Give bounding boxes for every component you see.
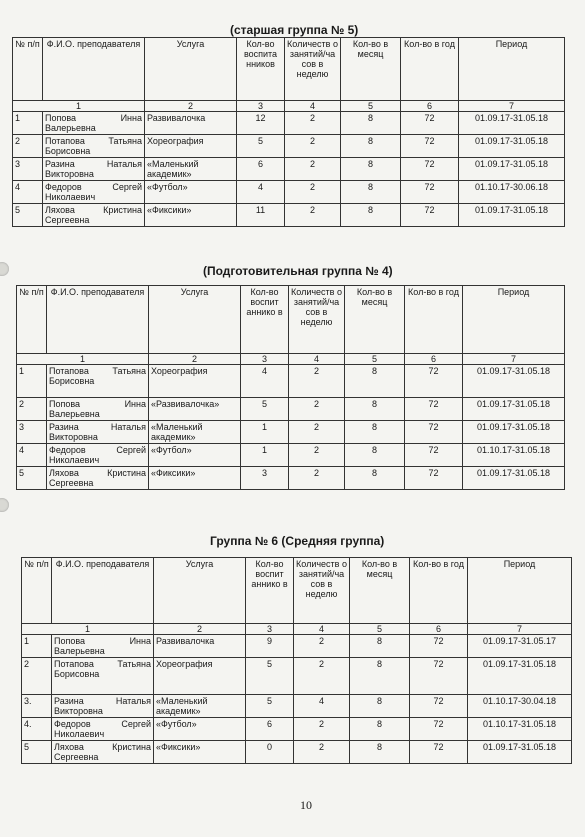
table-row bbox=[13, 204, 565, 227]
children-count-cell: 12 bbox=[237, 112, 285, 135]
service-cell: «Футбол» bbox=[145, 181, 237, 204]
weekly-count-cell: 4 bbox=[294, 695, 350, 718]
column-header: Кол-во воспит аннико в bbox=[246, 558, 294, 624]
weekly-count-cell: 2 bbox=[294, 741, 350, 764]
table-row bbox=[22, 695, 572, 718]
punch-hole-mark bbox=[0, 262, 9, 276]
period-cell: 01.10.17-31.05.18 bbox=[468, 718, 572, 741]
service-cell: «Фиксики» bbox=[154, 741, 246, 764]
weekly-count-cell: 2 bbox=[294, 635, 350, 658]
period-cell: 01.09.17-31.05.18 bbox=[463, 365, 565, 398]
yearly-count-cell: 72 bbox=[405, 421, 463, 444]
monthly-count-cell: 8 bbox=[350, 718, 410, 741]
column-header: Услуга bbox=[154, 558, 246, 624]
table-header-row bbox=[13, 38, 565, 101]
column-number: 6 bbox=[405, 354, 463, 365]
table-row bbox=[13, 112, 565, 135]
column-number: 5 bbox=[345, 354, 405, 365]
table-group-6 bbox=[21, 557, 572, 764]
column-header: Кол-во в год bbox=[405, 286, 463, 354]
children-count-cell: 5 bbox=[246, 658, 294, 695]
weekly-count-cell: 2 bbox=[289, 444, 345, 467]
weekly-count-cell: 2 bbox=[285, 112, 341, 135]
yearly-count-cell: 72 bbox=[401, 135, 459, 158]
period-cell: 01.09.17-31.05.18 bbox=[468, 658, 572, 695]
yearly-count-cell: 72 bbox=[401, 204, 459, 227]
table-group-4 bbox=[16, 285, 565, 490]
weekly-count-cell: 2 bbox=[289, 421, 345, 444]
section-title-group-4: (Подготовительная группа № 4) bbox=[203, 264, 393, 278]
table-row bbox=[22, 741, 572, 764]
table-row bbox=[13, 135, 565, 158]
column-number: 2 bbox=[145, 101, 237, 112]
column-header: Количеств о занятий/ча сов в неделю bbox=[294, 558, 350, 624]
column-header: Кол-во в месяц bbox=[345, 286, 405, 354]
teacher-name-cell: Разина Наталья Викторовна bbox=[47, 421, 149, 444]
column-header: Период bbox=[468, 558, 572, 624]
column-header: № п/п bbox=[22, 558, 52, 624]
monthly-count-cell: 8 bbox=[350, 695, 410, 718]
yearly-count-cell: 72 bbox=[410, 718, 468, 741]
children-count-cell: 5 bbox=[246, 695, 294, 718]
monthly-count-cell: 8 bbox=[341, 158, 401, 181]
column-number: 3 bbox=[246, 624, 294, 635]
weekly-count-cell: 2 bbox=[289, 365, 345, 398]
teacher-name-cell: Потапова Татьяна Борисовна bbox=[43, 135, 145, 158]
teacher-name-cell: Ляхова Кристина Сергеевна bbox=[52, 741, 154, 764]
column-number: 5 bbox=[350, 624, 410, 635]
column-number: 1 bbox=[13, 101, 145, 112]
row-number-cell: 4 bbox=[13, 181, 43, 204]
monthly-count-cell: 8 bbox=[345, 365, 405, 398]
service-cell: «Маленький академик» bbox=[145, 158, 237, 181]
monthly-count-cell: 8 bbox=[341, 204, 401, 227]
monthly-count-cell: 8 bbox=[345, 467, 405, 490]
column-header: Количеств о занятий/ча сов в неделю bbox=[285, 38, 341, 101]
table-row bbox=[13, 181, 565, 204]
column-header: Количеств о занятий/ча сов в неделю bbox=[289, 286, 345, 354]
service-cell: «Фиксики» bbox=[145, 204, 237, 227]
column-number: 7 bbox=[463, 354, 565, 365]
children-count-cell: 4 bbox=[237, 181, 285, 204]
period-cell: 01.10.17-31.05.18 bbox=[463, 444, 565, 467]
yearly-count-cell: 72 bbox=[401, 112, 459, 135]
table-group-5 bbox=[12, 37, 565, 227]
column-number: 1 bbox=[17, 354, 149, 365]
service-cell: «Маленький академик» bbox=[149, 421, 241, 444]
row-number-cell: 1 bbox=[13, 112, 43, 135]
children-count-cell: 3 bbox=[241, 467, 289, 490]
table-row bbox=[22, 635, 572, 658]
period-cell: 01.10.17-30.06.18 bbox=[459, 181, 565, 204]
column-header: Период bbox=[459, 38, 565, 101]
column-number-row bbox=[13, 101, 565, 112]
column-number: 4 bbox=[294, 624, 350, 635]
children-count-cell: 4 bbox=[241, 365, 289, 398]
monthly-count-cell: 8 bbox=[350, 658, 410, 695]
column-header: Кол-во в год bbox=[410, 558, 468, 624]
column-number: 6 bbox=[401, 101, 459, 112]
monthly-count-cell: 8 bbox=[341, 135, 401, 158]
teacher-name-cell: Федоров Сергей Николаевич bbox=[47, 444, 149, 467]
monthly-count-cell: 8 bbox=[341, 112, 401, 135]
children-count-cell: 9 bbox=[246, 635, 294, 658]
table-row bbox=[17, 398, 565, 421]
children-count-cell: 5 bbox=[241, 398, 289, 421]
monthly-count-cell: 8 bbox=[345, 421, 405, 444]
row-number-cell: 2 bbox=[17, 398, 47, 421]
weekly-count-cell: 2 bbox=[285, 135, 341, 158]
yearly-count-cell: 72 bbox=[405, 444, 463, 467]
period-cell: 01.09.17-31.05.18 bbox=[459, 158, 565, 181]
punch-hole-mark bbox=[0, 498, 9, 512]
period-cell: 01.09.17-31.05.17 bbox=[468, 635, 572, 658]
table-row bbox=[22, 718, 572, 741]
column-header: Ф.И.О. преподавателя bbox=[47, 286, 149, 354]
column-header: № п/п bbox=[13, 38, 43, 101]
yearly-count-cell: 72 bbox=[410, 635, 468, 658]
monthly-count-cell: 8 bbox=[350, 741, 410, 764]
column-number: 7 bbox=[459, 101, 565, 112]
teacher-name-cell: Попова Инна Валерьевна bbox=[52, 635, 154, 658]
row-number-cell: 4 bbox=[17, 444, 47, 467]
service-cell: Развивалочка bbox=[145, 112, 237, 135]
teacher-name-cell: Разина Наталья Викторовна bbox=[52, 695, 154, 718]
column-header: Услуга bbox=[145, 38, 237, 101]
children-count-cell: 11 bbox=[237, 204, 285, 227]
row-number-cell: 3. bbox=[22, 695, 52, 718]
yearly-count-cell: 72 bbox=[405, 398, 463, 421]
column-number: 4 bbox=[289, 354, 345, 365]
teacher-name-cell: Потапова Татьяна Борисовна bbox=[52, 658, 154, 695]
period-cell: 01.09.17-31.05.18 bbox=[463, 398, 565, 421]
table-row bbox=[17, 365, 565, 398]
table-row bbox=[17, 444, 565, 467]
column-number: 3 bbox=[237, 101, 285, 112]
children-count-cell: 6 bbox=[246, 718, 294, 741]
row-number-cell: 4. bbox=[22, 718, 52, 741]
service-cell: «Развивалочка» bbox=[149, 398, 241, 421]
column-header: Кол-во в месяц bbox=[341, 38, 401, 101]
period-cell: 01.09.17-31.05.18 bbox=[459, 112, 565, 135]
service-cell: Хореография bbox=[149, 365, 241, 398]
row-number-cell: 2 bbox=[13, 135, 43, 158]
service-cell: «Футбол» bbox=[154, 718, 246, 741]
service-cell: Развивалочка bbox=[154, 635, 246, 658]
teacher-name-cell: Попова Инна Валерьевна bbox=[43, 112, 145, 135]
weekly-count-cell: 2 bbox=[294, 658, 350, 695]
section-title-group-6: Группа № 6 (Средняя группа) bbox=[210, 534, 385, 548]
children-count-cell: 1 bbox=[241, 444, 289, 467]
column-number: 2 bbox=[149, 354, 241, 365]
column-number-row bbox=[22, 624, 572, 635]
period-cell: 01.09.17-31.05.18 bbox=[463, 421, 565, 444]
teacher-name-cell: Потапова Татьяна Борисовна bbox=[47, 365, 149, 398]
column-number: 4 bbox=[285, 101, 341, 112]
period-cell: 01.09.17-31.05.18 bbox=[463, 467, 565, 490]
column-header: Ф.И.О. преподавателя bbox=[43, 38, 145, 101]
service-cell: «Маленький академик» bbox=[154, 695, 246, 718]
yearly-count-cell: 72 bbox=[401, 181, 459, 204]
page-number: 10 bbox=[300, 798, 312, 812]
weekly-count-cell: 2 bbox=[289, 467, 345, 490]
yearly-count-cell: 72 bbox=[410, 658, 468, 695]
children-count-cell: 0 bbox=[246, 741, 294, 764]
column-number: 7 bbox=[468, 624, 572, 635]
children-count-cell: 5 bbox=[237, 135, 285, 158]
table-row bbox=[17, 467, 565, 490]
yearly-count-cell: 72 bbox=[401, 158, 459, 181]
column-header: Кол-во в месяц bbox=[350, 558, 410, 624]
column-header: Кол-во воспит аннико в bbox=[241, 286, 289, 354]
row-number-cell: 3 bbox=[17, 421, 47, 444]
column-number: 5 bbox=[341, 101, 401, 112]
column-number: 3 bbox=[241, 354, 289, 365]
column-header: Период bbox=[463, 286, 565, 354]
teacher-name-cell: Ляхова Кристина Сергеевна bbox=[43, 204, 145, 227]
weekly-count-cell: 2 bbox=[285, 204, 341, 227]
children-count-cell: 1 bbox=[241, 421, 289, 444]
period-cell: 01.10.17-30.04.18 bbox=[468, 695, 572, 718]
period-cell: 01.09.17-31.05.18 bbox=[459, 135, 565, 158]
teacher-name-cell: Попова Инна Валерьевна bbox=[47, 398, 149, 421]
column-header: Ф.И.О. преподавателя bbox=[52, 558, 154, 624]
row-number-cell: 2 bbox=[22, 658, 52, 695]
yearly-count-cell: 72 bbox=[410, 741, 468, 764]
column-number: 6 bbox=[410, 624, 468, 635]
teacher-name-cell: Разина Наталья Викторовна bbox=[43, 158, 145, 181]
row-number-cell: 5 bbox=[17, 467, 47, 490]
row-number-cell: 3 bbox=[13, 158, 43, 181]
column-number: 2 bbox=[154, 624, 246, 635]
yearly-count-cell: 72 bbox=[405, 467, 463, 490]
row-number-cell: 1 bbox=[22, 635, 52, 658]
teacher-name-cell: Федоров Сергей Николаевич bbox=[43, 181, 145, 204]
column-number: 1 bbox=[22, 624, 154, 635]
period-cell: 01.09.17-31.05.18 bbox=[468, 741, 572, 764]
yearly-count-cell: 72 bbox=[405, 365, 463, 398]
table-row bbox=[22, 658, 572, 695]
service-cell: Хореография bbox=[154, 658, 246, 695]
monthly-count-cell: 8 bbox=[350, 635, 410, 658]
table-header-row bbox=[17, 286, 565, 354]
service-cell: Хореография bbox=[145, 135, 237, 158]
column-header: Кол-во воспита нников bbox=[237, 38, 285, 101]
column-header: Услуга bbox=[149, 286, 241, 354]
table-header-row bbox=[22, 558, 572, 624]
yearly-count-cell: 72 bbox=[410, 695, 468, 718]
column-number-row bbox=[17, 354, 565, 365]
table-row bbox=[13, 158, 565, 181]
row-number-cell: 1 bbox=[17, 365, 47, 398]
teacher-name-cell: Ляхова Кристина Сергеевна bbox=[47, 467, 149, 490]
weekly-count-cell: 2 bbox=[285, 181, 341, 204]
teacher-name-cell: Федоров Сергей Николаевич bbox=[52, 718, 154, 741]
row-number-cell: 5 bbox=[22, 741, 52, 764]
section-title-group-5: (старшая группа № 5) bbox=[230, 23, 359, 37]
table-row bbox=[17, 421, 565, 444]
monthly-count-cell: 8 bbox=[345, 398, 405, 421]
children-count-cell: 6 bbox=[237, 158, 285, 181]
period-cell: 01.09.17-31.05.18 bbox=[459, 204, 565, 227]
monthly-count-cell: 8 bbox=[341, 181, 401, 204]
column-header: Кол-во в год bbox=[401, 38, 459, 101]
weekly-count-cell: 2 bbox=[285, 158, 341, 181]
service-cell: «Фиксики» bbox=[149, 467, 241, 490]
service-cell: «Футбол» bbox=[149, 444, 241, 467]
column-header: № п/п bbox=[17, 286, 47, 354]
weekly-count-cell: 2 bbox=[294, 718, 350, 741]
weekly-count-cell: 2 bbox=[289, 398, 345, 421]
row-number-cell: 5 bbox=[13, 204, 43, 227]
monthly-count-cell: 8 bbox=[345, 444, 405, 467]
